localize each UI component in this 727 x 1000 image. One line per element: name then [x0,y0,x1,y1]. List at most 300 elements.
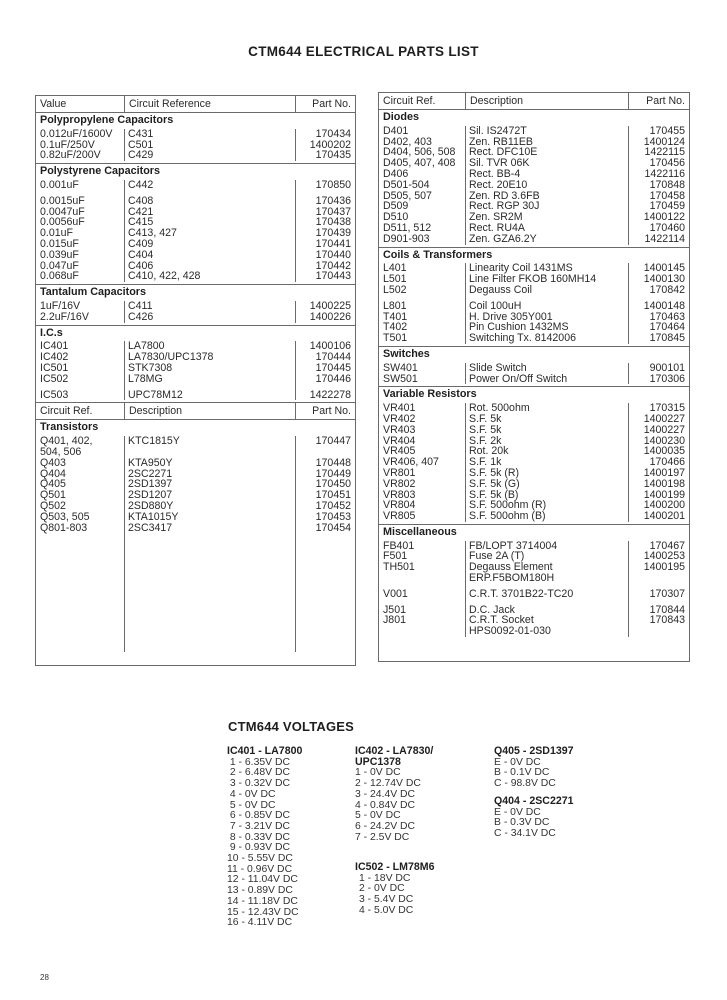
cell-part-no: 1400197 [643,466,685,479]
cell-description: Slide Switch [469,361,527,374]
cell-part-no: 1400199 [643,488,685,501]
table-row [36,363,355,374]
section-title: Tantalum Capacitors [40,286,146,299]
voltage-group-heading: Q404 - 2SC2271 [494,795,574,807]
table-row [36,512,355,523]
cell-ref: 0.047uF [40,259,79,272]
voltage-line: 3 - 5.4V DC [359,894,414,906]
cell-part-no: 1400230 [643,434,685,447]
column-divider [465,403,466,522]
voltage-line: 8 - 0.33V DC [227,831,290,843]
column-divider [295,129,296,161]
column-divider [465,126,466,245]
cell-description: Line Filter FKOB 160MH14 [469,273,597,286]
cell-part-no: 170467 [649,539,685,552]
cell-ref: VR403 [383,423,416,436]
section-title: Miscellaneous [383,525,457,538]
cell-description: S.F. 5k (R) [469,466,520,479]
cell-ref: 0.001uF [40,178,79,191]
header-part-no: Part No. [295,403,355,419]
table-row [36,129,355,140]
cell-part-no: 1400201 [643,510,685,523]
cell-ref: 0.0015uF [40,194,85,207]
table-section [379,525,689,639]
cell-ref: J801 [383,614,406,627]
section-rows [379,541,689,639]
section-rows [379,403,689,524]
cell-ref: VR805 [383,510,416,523]
cell-ref: IC401 [40,340,69,353]
voltage-line: 15 - 12.43V DC [227,906,299,918]
table-header-transistors [36,403,355,420]
voltages-title: CTM644 VOLTAGES [228,719,355,734]
section-rows [36,129,355,163]
table-section [36,420,355,650]
table-row [379,511,689,522]
table-row [379,301,689,312]
column-divider [628,126,629,245]
cell-description: UPC78M12 [128,388,183,401]
table-row [379,425,689,436]
table-row [379,285,689,296]
cell-part-no: 170451 [315,489,351,502]
column-divider [124,129,125,161]
cell-ref: L502 [383,283,407,296]
column-divider [465,363,466,385]
cell-ref: 0.01uF [40,227,73,240]
table-row [379,541,689,552]
column-divider [465,541,466,637]
table-row [379,457,689,468]
cell-ref: D402, 403 [383,135,432,148]
cell-part-no: 170842 [649,283,685,296]
voltage-group-heading: IC502 - LM78M6 [355,861,435,873]
cell-part-no: 170438 [315,216,351,229]
cell-part-no: 1400198 [643,477,685,490]
cell-ref: D510 [383,211,409,224]
cell-ref: 0.0056uF [40,216,85,229]
column-divider [465,263,466,344]
cell-part-no: 170434 [315,127,351,140]
cell-description: KTA1015Y [128,510,179,523]
cell-part-no: 170850 [315,178,351,191]
cell-description: C431 [128,127,154,140]
cell-description: Linearity Coil 1431MS [469,262,573,275]
cell-part-no: 170447 [315,435,351,448]
cell-part-no: 170455 [649,124,685,137]
cell-description: KTA950Y [128,456,173,469]
cell-ref: T402 [383,321,408,334]
cell-part-no: 1400227 [643,412,685,425]
table-section [36,164,355,285]
voltage-group-heading: IC402 - LA7830/ UPC1378 [355,745,434,768]
table-row [379,234,689,245]
cell-description: C410, 422, 428 [128,270,201,283]
voltage-line: E - 0V DC [494,756,541,768]
cell-description: L78MG [128,372,163,385]
cell-part-no: 170460 [649,221,685,234]
cell-ref: 0.012uF/1600V [40,127,113,140]
cell-part-no: 170458 [649,189,685,202]
cell-description: C404 [128,248,154,261]
cell-ref: VR803 [383,488,416,501]
section-title: Switches [383,347,430,360]
table-row [379,414,689,425]
page-title: CTM644 ELECTRICAL PARTS LIST [248,44,479,59]
cell-ref: VR401 [383,402,416,415]
column-divider [628,363,629,385]
cell-description: S.F. 500ohm (R) [469,499,547,512]
voltage-line: 1 - 0V DC [355,767,401,779]
table-section [36,113,355,164]
column-divider [628,263,629,344]
cell-ref: IC503 [40,388,69,401]
cell-ref: Q503, 505 [40,510,90,523]
cell-part-no: 1400124 [643,135,685,148]
cell-ref: D511, 512 [383,221,432,234]
cell-description: Rot. 500ohm [469,402,530,415]
cell-part-no: 170453 [315,510,351,523]
section-title: Diodes [383,111,419,123]
cell-description: C411 [128,299,153,312]
cell-ref: 0.82uF/200V [40,149,101,162]
table-row [36,447,355,458]
header-part-no: Part No. [628,93,689,109]
cell-ref: FB401 [383,539,415,552]
cell-description: 2SC2271 [128,467,173,480]
voltage-line: C - 34.1V DC [494,828,556,840]
table-row [36,180,355,191]
table-row [36,490,355,501]
table-row [379,479,689,490]
cell-part-no: 1400035 [643,445,685,458]
table-row [379,274,689,285]
cell-description: 2SC3417 [128,521,173,534]
cell-part-no: 170449 [315,467,351,480]
cell-part-no: 1400148 [643,299,685,312]
voltage-group-ic502 [355,862,434,917]
column-divider [628,541,629,637]
column-divider [124,341,125,400]
voltage-line: 11 - 0.96V DC [227,863,293,875]
table-row [36,436,355,447]
cell-part-no: 1400145 [643,262,685,275]
cell-description: C.R.T. 3701B22-TC20 [469,587,574,600]
section-rows [379,263,689,346]
voltage-line: E - 0V DC [494,806,541,818]
cell-part-no: 170444 [315,351,351,364]
cell-part-no: 170466 [649,456,685,469]
header-part-no: Part No. [295,96,355,112]
section-title: Transistors [40,421,99,434]
table-row [379,180,689,191]
voltage-group-q404 [494,796,574,840]
cell-description: Zen. GZA6.2Y [469,232,537,245]
cell-description: C421 [128,205,154,218]
cell-part-no: 170435 [315,149,351,162]
cell-ref: VR406, 407 [383,456,439,469]
left-parts-table [35,95,356,666]
voltage-group-ic401 [227,746,302,929]
cell-part-no: 900101 [649,361,685,374]
section-title: I.C.s [40,326,63,339]
cell-ref: D401 [383,124,409,137]
cell-description: Coil 100uH [469,299,522,312]
cell-description: D.C. Jack [469,603,515,616]
cell-ref: SW401 [383,361,418,374]
table-section [379,347,689,387]
cell-ref: IC502 [40,372,69,385]
cell-ref: VR404 [383,434,416,447]
voltage-line: 7 - 3.21V DC [227,820,290,832]
cell-part-no: 1400106 [309,340,351,353]
cell-part-no: 170456 [649,157,685,170]
cell-part-no: 1400195 [643,561,685,574]
voltage-line: 7 - 2.5V DC [355,831,410,843]
voltage-line: 6 - 24.2V DC [355,820,416,832]
cell-part-no [628,573,689,584]
table-row [36,479,355,490]
cell-ref: Q405 [40,478,66,491]
cell-part-no: 170448 [315,456,351,469]
table-row [36,374,355,385]
cell-part-no: 170442 [315,259,351,272]
table-row [36,271,355,282]
header-circuit-ref: Circuit Ref. [40,404,93,417]
voltage-line: 5 - 0V DC [355,810,401,822]
section-title: Polystyrene Capacitors [40,165,161,178]
table-section [36,326,355,404]
cell-description: Sil. IS2472T [469,124,527,137]
section-title: Coils & Transformers [383,248,493,261]
voltage-line: 6 - 0.85V DC [227,810,290,822]
cell-ref: TH501 [383,561,415,574]
cell-part-no: 170459 [649,200,685,213]
cell-part-no: 1422114 [644,232,685,245]
cell-part-no: 1400225 [309,299,351,312]
cell-part-no [628,626,689,637]
cell-description: LA7830/UPC1378 [128,351,214,364]
section-rows [36,180,355,284]
cell-description: C413, 427 [128,227,177,240]
cell-ref: Q403 [40,456,66,469]
cell-description: Zen. RB11EB [469,135,533,148]
cell-part-no: 170450 [315,478,351,491]
cell-part-no: 170843 [649,614,685,627]
voltage-line: 2 - 0V DC [359,883,405,895]
cell-part-no: 170844 [649,603,685,616]
voltage-line: 1 - 18V DC [359,872,411,884]
voltage-group-ic402 [355,746,475,843]
table-row [379,403,689,414]
cell-ref: 504, 506 [40,445,82,458]
cell-part-no: 1400202 [309,138,351,151]
cell-ref: Q801-803 [40,521,88,534]
cell-ref: L401 [383,262,407,275]
cell-description: C426 [128,310,154,323]
voltage-line: 1 - 6.35V DC [227,756,290,768]
cell-description: 2SD880Y [128,499,174,512]
cell-ref: J501 [383,603,406,616]
cell-part-no: 1400122 [643,211,685,224]
cell-ref: IC501 [40,361,69,374]
cell-ref: Q404 [40,467,66,480]
cell-part-no: 1422278 [309,388,351,401]
cell-ref: 2.2uF/16V [40,310,89,323]
cell-description: Rect. RGP 30J [469,200,540,213]
cell-description: Pin Cushion 1432MS [469,321,569,334]
table-section [379,387,689,525]
cell-description: C409 [128,237,154,250]
cell-ref: D505, 507 [383,189,432,202]
voltage-line: 4 - 0.84V DC [355,799,416,811]
section-title: Polypropylene Capacitors [40,114,174,126]
table-row [36,469,355,480]
cell-description: LA7800 [128,340,165,353]
voltage-line: 10 - 5.55V DC [227,853,293,865]
cell-ref: F501 [383,550,408,563]
table-row [36,250,355,261]
cell-part-no: 170306 [649,372,685,385]
cell-description: STK7308 [128,361,173,374]
page-number: 28 [40,973,49,982]
header-value: Value [40,97,67,110]
header-circuit-reference: Circuit Reference [124,96,295,112]
cell-description: S.F. 2k [469,434,502,447]
cell-ref: D509 [383,200,409,213]
cell-description: 2SD1207 [128,489,173,502]
table-section [379,248,689,347]
column-divider [295,436,296,652]
cell-description: Fuse 2A (T) [469,550,525,563]
table-row [379,605,689,616]
section-rows [379,363,689,387]
cell-description: C408 [128,194,154,207]
cell-description: 2SD1397 [128,478,173,491]
table-row [36,352,355,363]
section-rows [36,436,355,652]
cell-part-no: 170307 [649,587,685,600]
table-row [379,589,689,600]
cell-ref: IC402 [40,351,69,364]
right-parts-table [378,92,690,662]
cell-description: Degauss Element [469,561,553,574]
cell-ref: Q502 [40,499,66,512]
cell-description: C429 [128,149,154,162]
cell-part-no: 170439 [315,227,351,240]
voltage-line: C - 98.8V DC [494,778,556,790]
cell-ref: D406 [383,167,409,180]
cell-ref: T401 [383,310,408,323]
cell-part-no: 1400200 [643,499,685,512]
cell-part-no: 170436 [315,194,351,207]
voltage-line: 5 - 0V DC [227,799,276,811]
cell-ref: D405, 407, 408 [383,157,456,170]
table-row [379,158,689,169]
cell-description: Degauss Coil [469,283,533,296]
table-row [379,573,689,584]
table-row [379,333,689,344]
table-header [36,96,355,113]
voltage-line: 3 - 24.4V DC [355,788,416,800]
column-divider [124,436,125,652]
cell-description: Rect. RU4A [469,221,525,234]
voltage-line: 3 - 0.32V DC [227,778,290,790]
cell-description: S.F. 5k (G) [469,477,520,490]
table-header [379,93,689,110]
cell-ref: D501-504 [383,178,430,191]
cell-description: S.F. 500ohm (B) [469,510,546,523]
cell-ref [379,573,465,584]
cell-ref: D404, 506, 508 [383,146,456,159]
cell-ref: 0.039uF [40,248,79,261]
cell-description: Zen. SR2M [469,211,523,224]
voltage-line: 16 - 4.11V DC [227,917,293,929]
table-section [379,110,689,248]
cell-ref: T501 [383,332,408,345]
voltage-line: 4 - 5.0V DC [359,904,414,916]
cell-part-no: 1422115 [644,146,685,159]
voltage-line: 2 - 12.74V DC [355,778,421,790]
table-section [36,285,355,325]
table-row [36,458,355,469]
cell-description: KTC1815Y [128,435,180,448]
table-row [36,150,355,161]
cell-part-no: 170464 [649,321,685,334]
cell-part-no: 170445 [315,361,351,374]
cell-part-no: 170443 [315,270,351,283]
voltage-group-q405 [494,746,574,790]
voltage-line: B - 0.3V DC [494,817,550,829]
header-description: Description [124,403,295,419]
cell-part-no: 1400130 [643,273,685,286]
column-divider [295,341,296,400]
cell-part-no: 1422116 [644,167,685,180]
cell-ref: L801 [383,299,407,312]
cell-part-no: 170845 [649,332,685,345]
cell-description: S.F. 1k [469,456,502,469]
cell-ref: L501 [383,273,407,286]
cell-part-no: 170440 [315,248,351,261]
cell-description: Rect. DFC10E [469,146,538,159]
cell-description: HPS0092-01-030 [469,625,551,638]
voltage-group-heading: Q405 - 2SD1397 [494,745,574,757]
cell-ref: V001 [383,587,408,600]
cell-description: S.F. 5k [469,412,502,425]
voltage-line: 4 - 0V DC [227,788,276,800]
cell-description: S.F. 5k (B) [469,488,519,501]
cell-description: H. Drive 305Y001 [469,310,553,323]
cell-part-no: 1400227 [643,423,685,436]
cell-ref: 1uF/16V [40,299,81,312]
cell-part-no: 1400253 [643,550,685,563]
table-row [379,126,689,137]
cell-part-no: 170437 [315,205,351,218]
table-row [379,468,689,479]
cell-ref: VR801 [383,466,416,479]
cell-part-no: 170463 [649,310,685,323]
cell-ref: Q501 [40,489,66,502]
cell-part-no: 1400226 [309,310,351,323]
cell-ref: 0.068uF [40,270,79,283]
column-divider [124,301,125,323]
cell-ref: VR804 [383,499,416,512]
voltage-group-heading: IC401 - LA7800 [227,745,303,757]
cell-description: Zen. RD 3.6FB [469,189,540,202]
header-circuit-ref: Circuit Ref. [383,94,436,107]
header-description: Description [465,93,628,109]
column-divider [295,301,296,323]
